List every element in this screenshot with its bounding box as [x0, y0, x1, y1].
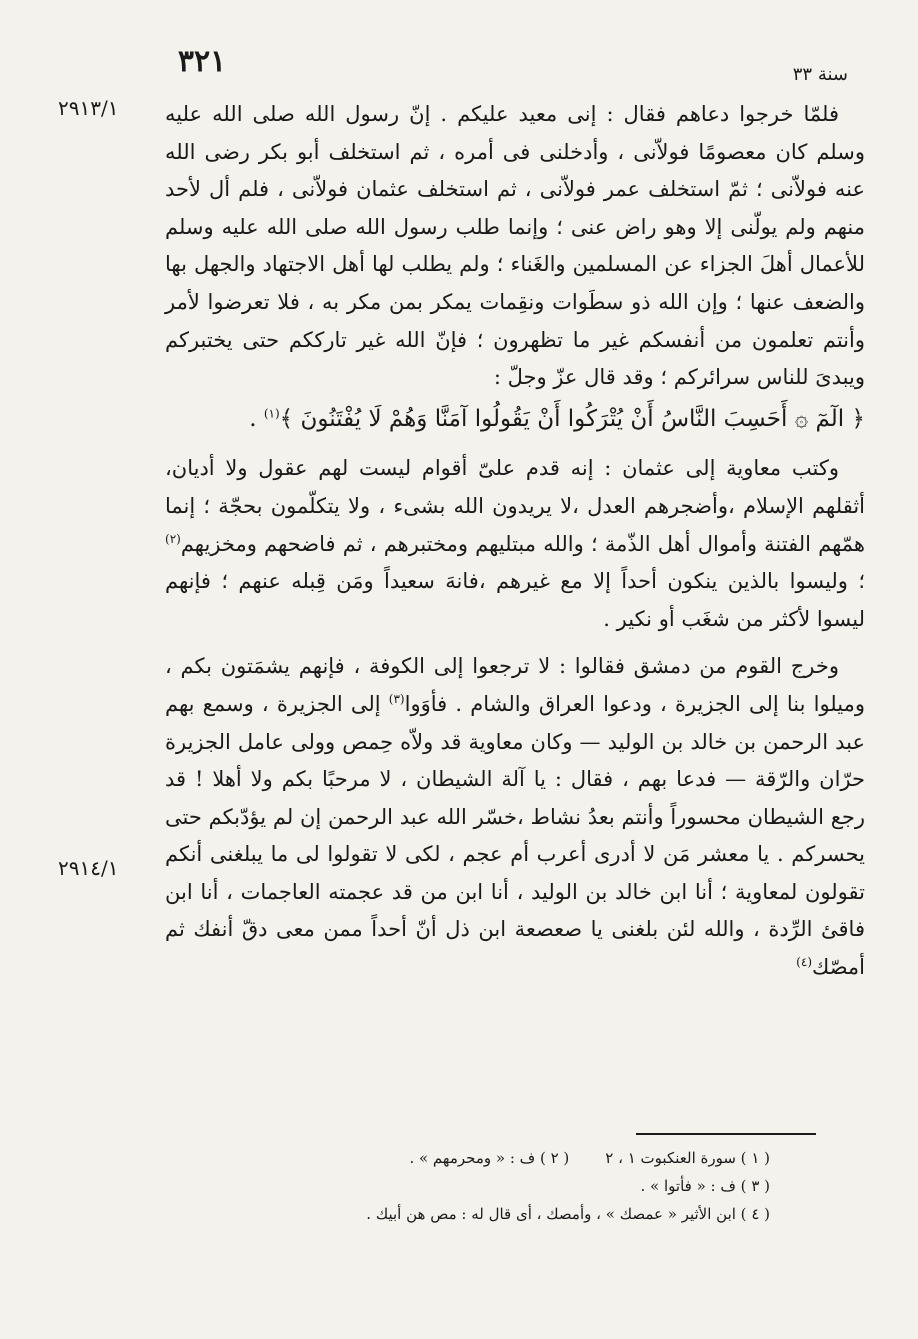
footnote-3: ( ٣ ) ف : « فأتوا » .	[640, 1177, 770, 1195]
footnote-marker: (٢)	[165, 531, 181, 546]
footnote-marker: (١)	[263, 406, 280, 421]
main-text	[165, 96, 865, 987]
paragraph: فلمّا خرجوا دعاهم فقال : إنى معيد عليكم . إنّ رسول الله صلى الله عليه وسلم كان معصومًا فولاّنى ، وأدخلنى فى أمره ، ثم استخلف أبو بكر رضى الله عنه فولاّنى ؛ ثمّ استخلف عمر فولاّنى ، ثم استخلف عثمان فولاّنى ، فلم أل لأحد منهم ولم يولّنى إلا وهو راض عنى ؛ وإنما طلب رسول الله صلى الله عليه وسلم للأعمال أهلَ الجزاء عن المسلمين والغَناء ؛ ولم يطلب لها أهل الاجتهاد والجهل بها والضعف عنها ؛ وإن الله ذو سطَوات ونقِمات يمكر بمن مكر به ، فلا تعرضوا لأمر وأنتم تعلمون من أنفسكم غير ما تظهرون ؛ فإنّ الله غير تارككم حتى يختبركم ويبدىَ للناس سرائركم ؛ وقد قال عزّ وجلّ :	[165, 102, 866, 390]
footnote-1: ( ١ ) سورة العنكبوت ١ ، ٢	[605, 1149, 770, 1167]
running-head: سنة ٣٣	[792, 64, 848, 85]
footnote-line	[200, 1144, 770, 1172]
footnote-line	[200, 1172, 770, 1200]
quran-verse: ﴿ الٓمٓ ۞ أَحَسِبَ النَّاسُ أَنْ يُتْرَكُوا أَنْ يَقُولُوا آمَنَّا وَهُمْ لَا يُفْتَنُونَ ﴾$^{(١)}$ .	[249, 405, 865, 432]
footnote-4: ( ٤ ) ابن الأثير « عمصك » ، وأمصك ، أى قال له : مص هن أبيك .	[366, 1205, 770, 1223]
paragraph-text: وكتب معاوية إلى عثمان : إنه قدم علىّ أقوام ليست لهم عقول ولا أديان، أثقلهم الإسلام ،وأضجرهم العدل ،لا يريدون الله بشىء ، ولا يتكلّمون بحجّة ؛ إنما همّهم الفتنة وأموال أهل الذّمة ؛ والله مبتليهم ومختبرهم ، ثم فاضحهم ومخزيهم	[165, 456, 865, 556]
margin-reference: ٢٩١٣/١	[58, 96, 119, 120]
footnotes	[200, 1144, 770, 1228]
margin-reference: ٢٩١٤/١	[58, 856, 119, 880]
footnote-line	[200, 1200, 770, 1228]
paragraph-text: وخرج القوم من دمشق فقالوا : لا ترجعوا إلى الكوفة ، فإنهم يشمَتون بكم ، وميلوا بنا إلى الجزيرة ، ودعوا العراق والشام . فأوَوا	[165, 654, 865, 716]
footnote-marker: (٤)	[796, 955, 812, 970]
quran-verse-text: ﴿ الٓمٓ ۞ أَحَسِبَ النَّاسُ أَنْ يُتْرَكُوا أَنْ يَقُولُوا آمَنَّا وَهُمْ لَا يُفْتَنُونَ ﴾	[279, 405, 865, 432]
page-number: ٣٢١	[177, 44, 227, 79]
paragraph	[165, 648, 865, 986]
paragraph	[165, 450, 865, 638]
footnote-divider	[636, 1133, 816, 1135]
footnote-marker: (٣)	[388, 691, 405, 706]
footnote-2: ( ٢ ) ف : « ومحرمهم » .	[409, 1149, 570, 1167]
paragraph-text: ؛ وليسوا بالذين ينكون أحداً إلا مع غيرهم ،فانهَ سعيداً ومَن قِبله عنهم ؛ فإنهم ليسوا لأكثر من شغَب أو نكير .	[165, 569, 865, 631]
paragraph-text: إلى الجزيرة ، وسمع بهم عبد الرحمن بن خالد بن الوليد — وكان معاوية قد ولاّه حِمص وولى عامل الجزيرة حرّان والرّقة — فدعا بهم ، فقال : يا آلة الشيطان ، لا مرحبًا بكم ولا أهلا ! قد رجع الشيطان محسوراً وأنتم بعدُ نشاط ،خسّر الله عبد الرحمن إن لم يؤدّبكم حتى يحسركم . يا معشر مَن لا أدرى أعرب أم عجم ، لكى لا تقولوا لى ما يبلغنى أنكم تقولون لمعاوية ؛ أنا ابن خالد بن الوليد ، أنا ابن من قد عجمته العاجمات ، أنا ابن فاقئ الرِّدة ، والله لئن بلغنى يا صعصعة ابن ذل أنّ أحداً ممن معى دقّ أنفك ثم أمصّك	[165, 691, 865, 980]
